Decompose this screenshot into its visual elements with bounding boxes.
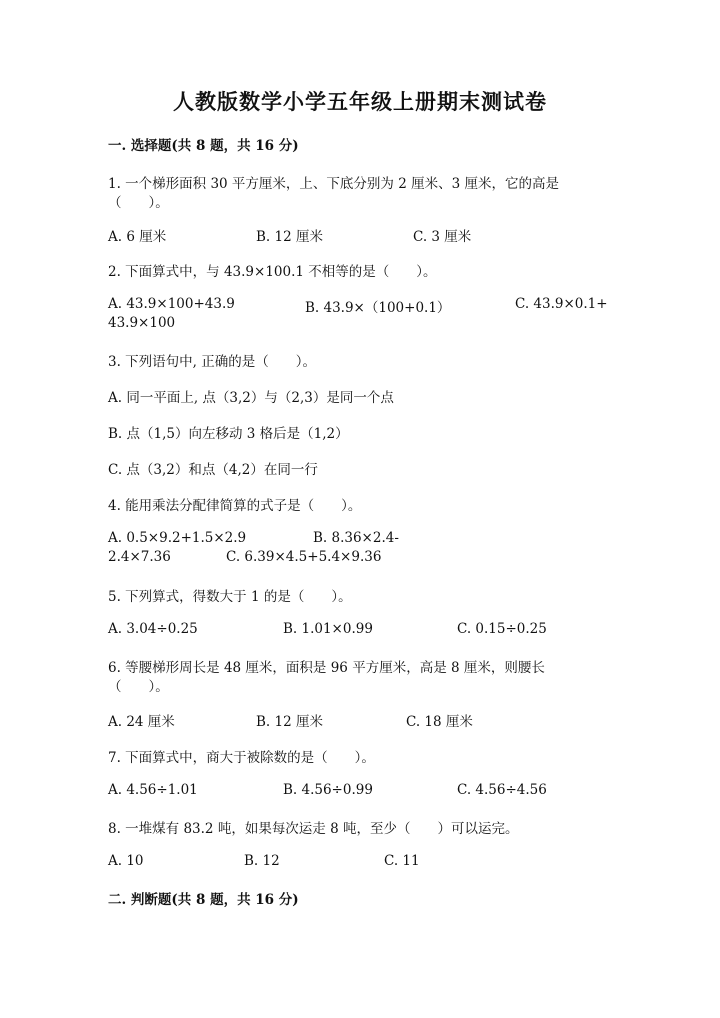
question-4-stem: 4. 能用乘法分配律简算的式子是（ ）。 bbox=[108, 498, 362, 514]
question-2-stem: 2. 下面算式中，与 43.9×100.1 不相等的是（ ）。 bbox=[108, 264, 437, 280]
question-7-option-a: A. 4.56÷1.01 bbox=[108, 782, 198, 798]
question-1-option-c: C. 3 厘米 bbox=[413, 229, 472, 245]
question-2-option-a: A. 43.9×100+43.9 bbox=[108, 296, 235, 312]
question-4-option-b-cont: 2.4×7.36 bbox=[108, 549, 171, 565]
question-6-stem-cont: （ ）。 bbox=[108, 679, 169, 695]
question-2-option-c-cont: 43.9×100 bbox=[108, 315, 176, 331]
question-3-stem: 3. 下列语句中, 正确的是（ ）。 bbox=[108, 354, 317, 370]
question-1-option-a: A. 6 厘米 bbox=[108, 229, 167, 245]
question-8-option-a: A. 10 bbox=[108, 853, 144, 869]
question-5-option-c: C. 0.15÷0.25 bbox=[457, 621, 547, 637]
question-4-option-b: B. 8.36×2.4- bbox=[313, 530, 399, 546]
question-2-option-c: C. 43.9×0.1+ bbox=[515, 296, 608, 312]
question-2-option-b: B. 43.9×（100+0.1） bbox=[305, 300, 451, 316]
question-1-stem-cont: （ ）。 bbox=[108, 195, 169, 211]
question-5-option-a: A. 3.04÷0.25 bbox=[108, 621, 198, 637]
question-1-option-b: B. 12 厘米 bbox=[256, 229, 323, 245]
question-7-stem: 7. 下面算式中，商大于被除数的是（ ）。 bbox=[108, 750, 375, 766]
question-5-stem: 5. 下列算式，得数大于 1 的是（ ）。 bbox=[108, 589, 352, 605]
question-5-option-b: B. 1.01×0.99 bbox=[283, 621, 373, 637]
page-title: 人教版数学小学五年级上册期末测试卷 bbox=[173, 89, 547, 114]
question-8-option-c: C. 11 bbox=[384, 853, 420, 869]
question-6-option-a: A. 24 厘米 bbox=[108, 714, 175, 730]
section-heading-choice: 一. 选择题(共 8 题，共 16 分) bbox=[108, 138, 299, 154]
question-3-option-b: B. 点（1,5）向左移动 3 格后是（1,2） bbox=[108, 426, 349, 442]
question-1-stem: 1. 一个梯形面积 30 平方厘米，上、下底分别为 2 厘米、3 厘米，它的高是 bbox=[108, 176, 559, 192]
question-3-option-c: C. 点（3,2）和点（4,2）在同一行 bbox=[108, 462, 318, 478]
question-6-option-b: B. 12 厘米 bbox=[256, 714, 323, 730]
question-3-option-a: A. 同一平面上, 点（3,2）与（2,3）是同一个点 bbox=[108, 390, 394, 406]
question-4-option-c: C. 6.39×4.5+5.4×9.36 bbox=[226, 549, 382, 565]
question-4-option-a: A. 0.5×9.2+1.5×2.9 bbox=[108, 530, 247, 546]
question-7-option-b: B. 4.56÷0.99 bbox=[283, 782, 373, 798]
question-6-option-c: C. 18 厘米 bbox=[406, 714, 473, 730]
section-heading-judgement: 二. 判断题(共 8 题，共 16 分) bbox=[108, 892, 299, 908]
question-8-option-b: B. 12 bbox=[244, 853, 280, 869]
question-8-stem: 8. 一堆煤有 83.2 吨，如果每次运走 8 吨，至少（ ）可以运完。 bbox=[108, 821, 519, 837]
question-7-option-c: C. 4.56÷4.56 bbox=[457, 782, 547, 798]
question-6-stem: 6. 等腰梯形周长是 48 厘米，面积是 96 平方厘米，高是 8 厘米，则腰长 bbox=[108, 660, 545, 676]
